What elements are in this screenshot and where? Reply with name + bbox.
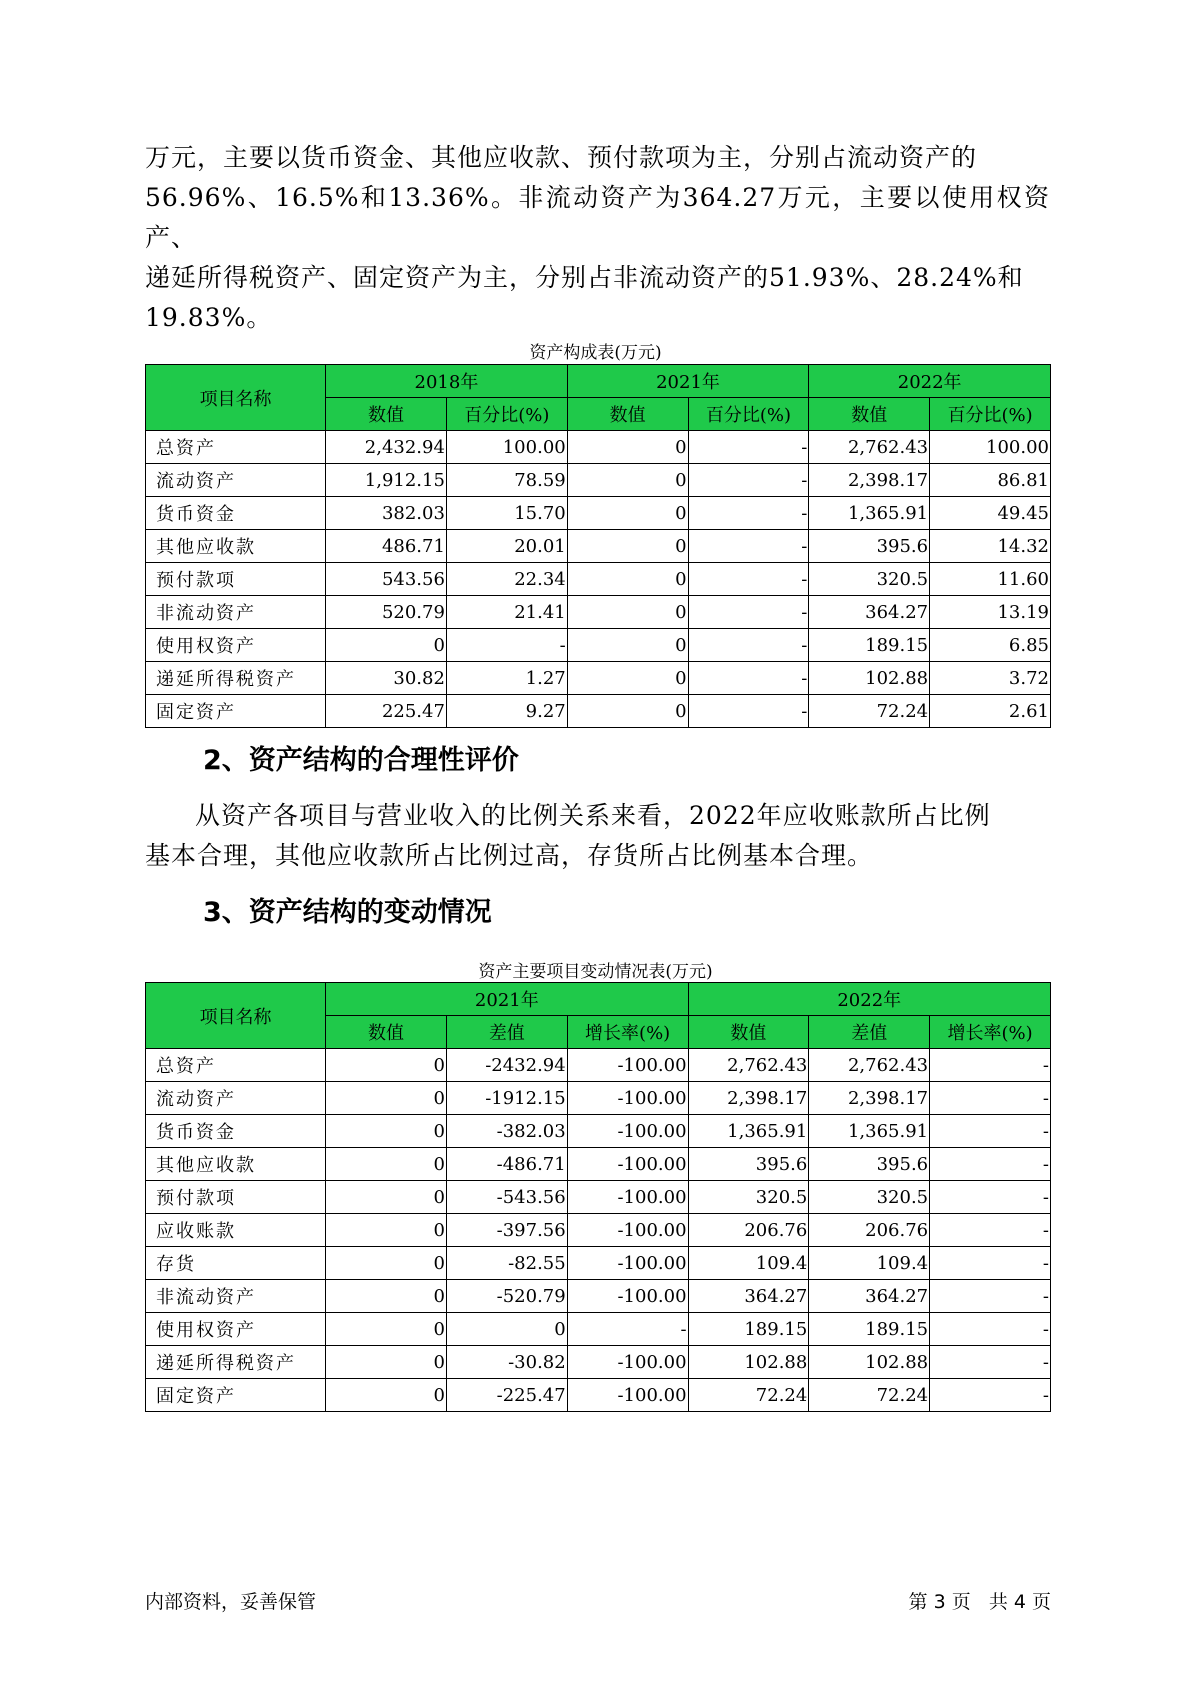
value-cell: -486.71 xyxy=(446,1148,567,1181)
value-cell: 364.27 xyxy=(688,1280,809,1313)
value-cell: -397.56 xyxy=(446,1214,567,1247)
value-cell: 72.24 xyxy=(809,1379,930,1412)
value-cell: -100.00 xyxy=(567,1082,688,1115)
row-label-cell: 预付款项 xyxy=(146,1181,326,1214)
value-cell: 1,365.91 xyxy=(688,1115,809,1148)
table2-sub-header: 增长率(%) xyxy=(930,1016,1051,1049)
value-cell: 102.88 xyxy=(809,662,930,695)
value-cell: - xyxy=(930,1280,1051,1313)
row-label-cell: 预付款项 xyxy=(146,563,326,596)
value-cell: 13.19 xyxy=(930,596,1051,629)
value-cell: 364.27 xyxy=(809,596,930,629)
value-cell: - xyxy=(930,1148,1051,1181)
value-cell: 102.88 xyxy=(688,1346,809,1379)
value-cell: 0 xyxy=(446,1313,567,1346)
value-cell: - xyxy=(688,629,809,662)
table-row xyxy=(146,629,1051,662)
intro-line-2: 56.96%、16.5%和13.36%。非流动资产为364.27万元，主要以使用权资产、 xyxy=(145,183,1050,252)
value-cell: 0 xyxy=(567,431,688,464)
value-cell: 189.15 xyxy=(809,629,930,662)
value-cell: 520.79 xyxy=(326,596,447,629)
value-cell: 395.6 xyxy=(688,1148,809,1181)
table-row xyxy=(146,497,1051,530)
row-label-cell: 总资产 xyxy=(146,1049,326,1082)
value-cell: 320.5 xyxy=(809,563,930,596)
value-cell: -100.00 xyxy=(567,1148,688,1181)
table2-sub-header: 增长率(%) xyxy=(567,1016,688,1049)
value-cell: -100.00 xyxy=(567,1346,688,1379)
value-cell: 9.27 xyxy=(446,695,567,728)
value-cell: 0 xyxy=(567,530,688,563)
footer-confidential-note: 内部资料，妥善保管 xyxy=(145,1591,317,1613)
value-cell: -225.47 xyxy=(446,1379,567,1412)
value-cell: -100.00 xyxy=(567,1280,688,1313)
value-cell: - xyxy=(688,563,809,596)
table2-sub-header: 差值 xyxy=(446,1016,567,1049)
row-label-cell: 总资产 xyxy=(146,431,326,464)
value-cell: 0 xyxy=(567,695,688,728)
value-cell: 3.72 xyxy=(930,662,1051,695)
value-cell: 49.45 xyxy=(930,497,1051,530)
value-cell: 395.6 xyxy=(809,1148,930,1181)
value-cell: 2,398.17 xyxy=(688,1082,809,1115)
table2-sub-header: 差值 xyxy=(809,1016,930,1049)
value-cell: 0 xyxy=(567,497,688,530)
row-label-cell: 递延所得税资产 xyxy=(146,662,326,695)
value-cell: - xyxy=(930,1346,1051,1379)
value-cell: -100.00 xyxy=(567,1379,688,1412)
table2-sub-header: 数值 xyxy=(688,1016,809,1049)
value-cell: 189.15 xyxy=(688,1313,809,1346)
row-label-cell: 货币资金 xyxy=(146,497,326,530)
value-cell: 0 xyxy=(326,1346,447,1379)
row-label-cell: 其他应收款 xyxy=(146,1148,326,1181)
table-row xyxy=(146,1280,1051,1313)
value-cell: 189.15 xyxy=(809,1313,930,1346)
table-row xyxy=(146,1115,1051,1148)
table-row xyxy=(146,1082,1051,1115)
section2-line-1: 从资产各项目与营业收入的比例关系来看，2022年应收账款所占比例 xyxy=(195,801,991,830)
value-cell: 0 xyxy=(326,1082,447,1115)
table-row xyxy=(146,1181,1051,1214)
value-cell: 0 xyxy=(326,1313,447,1346)
value-cell: 2,398.17 xyxy=(809,1082,930,1115)
value-cell: 2.61 xyxy=(930,695,1051,728)
table2-sub-header: 数值 xyxy=(326,1016,447,1049)
value-cell: 21.41 xyxy=(446,596,567,629)
table-row xyxy=(146,1346,1051,1379)
value-cell: 0 xyxy=(326,1148,447,1181)
section2-paragraph xyxy=(145,796,1050,876)
table-row xyxy=(146,1247,1051,1280)
table-row xyxy=(146,563,1051,596)
value-cell: - xyxy=(930,1214,1051,1247)
value-cell: 14.32 xyxy=(930,530,1051,563)
table1-sub-header: 百分比(%) xyxy=(930,398,1051,431)
asset-change-table xyxy=(145,982,1051,1412)
value-cell: 2,762.43 xyxy=(688,1049,809,1082)
row-label-cell: 货币资金 xyxy=(146,1115,326,1148)
value-cell: 206.76 xyxy=(688,1214,809,1247)
intro-line-1: 万元，主要以货币资金、其他应收款、预付款项为主，分别占流动资产的 xyxy=(145,143,978,172)
value-cell: - xyxy=(688,662,809,695)
value-cell: 0 xyxy=(326,1247,447,1280)
value-cell: - xyxy=(688,464,809,497)
value-cell: 1.27 xyxy=(446,662,567,695)
value-cell: 486.71 xyxy=(326,530,447,563)
value-cell: - xyxy=(930,1049,1051,1082)
value-cell: 0 xyxy=(567,629,688,662)
value-cell: 0 xyxy=(326,1115,447,1148)
row-label-cell: 存货 xyxy=(146,1247,326,1280)
row-label-cell: 其他应收款 xyxy=(146,530,326,563)
value-cell: - xyxy=(688,695,809,728)
value-cell: 102.88 xyxy=(809,1346,930,1379)
table1-sub-header: 百分比(%) xyxy=(446,398,567,431)
value-cell: 364.27 xyxy=(809,1280,930,1313)
table1-caption: 资产构成表(万元) xyxy=(529,343,662,363)
value-cell: 109.4 xyxy=(688,1247,809,1280)
value-cell: 2,398.17 xyxy=(809,464,930,497)
value-cell: - xyxy=(688,497,809,530)
value-cell: - xyxy=(930,1313,1051,1346)
value-cell: -100.00 xyxy=(567,1214,688,1247)
value-cell: - xyxy=(930,1379,1051,1412)
table-row xyxy=(146,464,1051,497)
value-cell: 395.6 xyxy=(809,530,930,563)
value-cell: - xyxy=(930,1082,1051,1115)
value-cell: 2,762.43 xyxy=(809,431,930,464)
value-cell: - xyxy=(930,1247,1051,1280)
table1-sub-header: 百分比(%) xyxy=(688,398,809,431)
value-cell: 0 xyxy=(567,563,688,596)
value-cell: 1,912.15 xyxy=(326,464,447,497)
row-label-cell: 固定资产 xyxy=(146,1379,326,1412)
footer-page-number: 第 3 页 共 4 页 xyxy=(908,1591,1051,1613)
row-label-cell: 流动资产 xyxy=(146,1082,326,1115)
value-cell: -382.03 xyxy=(446,1115,567,1148)
value-cell: -82.55 xyxy=(446,1247,567,1280)
value-cell: -2432.94 xyxy=(446,1049,567,1082)
value-cell: - xyxy=(688,530,809,563)
value-cell: -100.00 xyxy=(567,1115,688,1148)
row-label-cell: 使用权资产 xyxy=(146,629,326,662)
table-row xyxy=(146,1214,1051,1247)
table1-sub-header: 数值 xyxy=(326,398,447,431)
value-cell: - xyxy=(688,596,809,629)
table1-year-header: 2021年 xyxy=(567,365,809,398)
table2-caption: 资产主要项目变动情况表(万元) xyxy=(478,962,713,982)
table-row xyxy=(146,431,1051,464)
value-cell: 30.82 xyxy=(326,662,447,695)
value-cell: 0 xyxy=(326,629,447,662)
value-cell: 0 xyxy=(326,1049,447,1082)
value-cell: -520.79 xyxy=(446,1280,567,1313)
section2-heading: 2、资产结构的合理性评价 xyxy=(203,745,519,776)
table1-name-header: 项目名称 xyxy=(146,365,326,431)
value-cell: 100.00 xyxy=(930,431,1051,464)
row-label-cell: 流动资产 xyxy=(146,464,326,497)
value-cell: 0 xyxy=(326,1280,447,1313)
table-row xyxy=(146,1049,1051,1082)
value-cell: 320.5 xyxy=(688,1181,809,1214)
table2-year-header: 2022年 xyxy=(688,983,1050,1016)
value-cell: 2,762.43 xyxy=(809,1049,930,1082)
value-cell: 109.4 xyxy=(809,1247,930,1280)
value-cell: 206.76 xyxy=(809,1214,930,1247)
value-cell: - xyxy=(446,629,567,662)
row-label-cell: 应收账款 xyxy=(146,1214,326,1247)
table-row xyxy=(146,695,1051,728)
value-cell: 0 xyxy=(567,464,688,497)
value-cell: 0 xyxy=(326,1214,447,1247)
value-cell: 0 xyxy=(326,1181,447,1214)
value-cell: - xyxy=(688,431,809,464)
value-cell: 6.85 xyxy=(930,629,1051,662)
value-cell: 78.59 xyxy=(446,464,567,497)
table1-sub-header: 数值 xyxy=(567,398,688,431)
row-label-cell: 递延所得税资产 xyxy=(146,1346,326,1379)
table1-sub-header: 数值 xyxy=(809,398,930,431)
table-row xyxy=(146,1313,1051,1346)
intro-line-4: 19.83%。 xyxy=(145,303,273,332)
section2-line-2: 基本合理，其他应收款所占比例过高，存货所占比例基本合理。 xyxy=(145,841,874,870)
value-cell: -100.00 xyxy=(567,1049,688,1082)
value-cell: 0 xyxy=(326,1379,447,1412)
value-cell: 382.03 xyxy=(326,497,447,530)
table-row xyxy=(146,596,1051,629)
asset-composition-table xyxy=(145,364,1051,728)
value-cell: 2,432.94 xyxy=(326,431,447,464)
row-label-cell: 固定资产 xyxy=(146,695,326,728)
value-cell: 0 xyxy=(567,662,688,695)
table1-year-header: 2018年 xyxy=(326,365,568,398)
value-cell: 15.70 xyxy=(446,497,567,530)
value-cell: 0 xyxy=(567,596,688,629)
value-cell: 225.47 xyxy=(326,695,447,728)
table2-body xyxy=(146,1049,1051,1412)
row-label-cell: 使用权资产 xyxy=(146,1313,326,1346)
value-cell: - xyxy=(930,1181,1051,1214)
value-cell: 86.81 xyxy=(930,464,1051,497)
value-cell: -100.00 xyxy=(567,1181,688,1214)
row-label-cell: 非流动资产 xyxy=(146,596,326,629)
value-cell: 543.56 xyxy=(326,563,447,596)
value-cell: 1,365.91 xyxy=(809,497,930,530)
value-cell: - xyxy=(567,1313,688,1346)
table1-body xyxy=(146,431,1051,728)
value-cell: - xyxy=(930,1115,1051,1148)
value-cell: 22.34 xyxy=(446,563,567,596)
intro-paragraph xyxy=(145,138,1050,338)
table-row xyxy=(146,1148,1051,1181)
value-cell: 72.24 xyxy=(809,695,930,728)
table-row xyxy=(146,662,1051,695)
table-row xyxy=(146,530,1051,563)
value-cell: 100.00 xyxy=(446,431,567,464)
table-row xyxy=(146,1379,1051,1412)
table2-name-header: 项目名称 xyxy=(146,983,326,1049)
value-cell: 20.01 xyxy=(446,530,567,563)
section3-heading: 3、资产结构的变动情况 xyxy=(203,897,492,928)
value-cell: -543.56 xyxy=(446,1181,567,1214)
table2-year-header: 2021年 xyxy=(326,983,688,1016)
value-cell: -1912.15 xyxy=(446,1082,567,1115)
intro-line-3: 递延所得税资产、固定资产为主，分别占非流动资产的51.93%、28.24%和 xyxy=(145,263,1024,292)
row-label-cell: 非流动资产 xyxy=(146,1280,326,1313)
value-cell: 1,365.91 xyxy=(809,1115,930,1148)
table1-year-header: 2022年 xyxy=(809,365,1051,398)
value-cell: 72.24 xyxy=(688,1379,809,1412)
value-cell: -100.00 xyxy=(567,1247,688,1280)
value-cell: 11.60 xyxy=(930,563,1051,596)
value-cell: -30.82 xyxy=(446,1346,567,1379)
value-cell: 320.5 xyxy=(809,1181,930,1214)
